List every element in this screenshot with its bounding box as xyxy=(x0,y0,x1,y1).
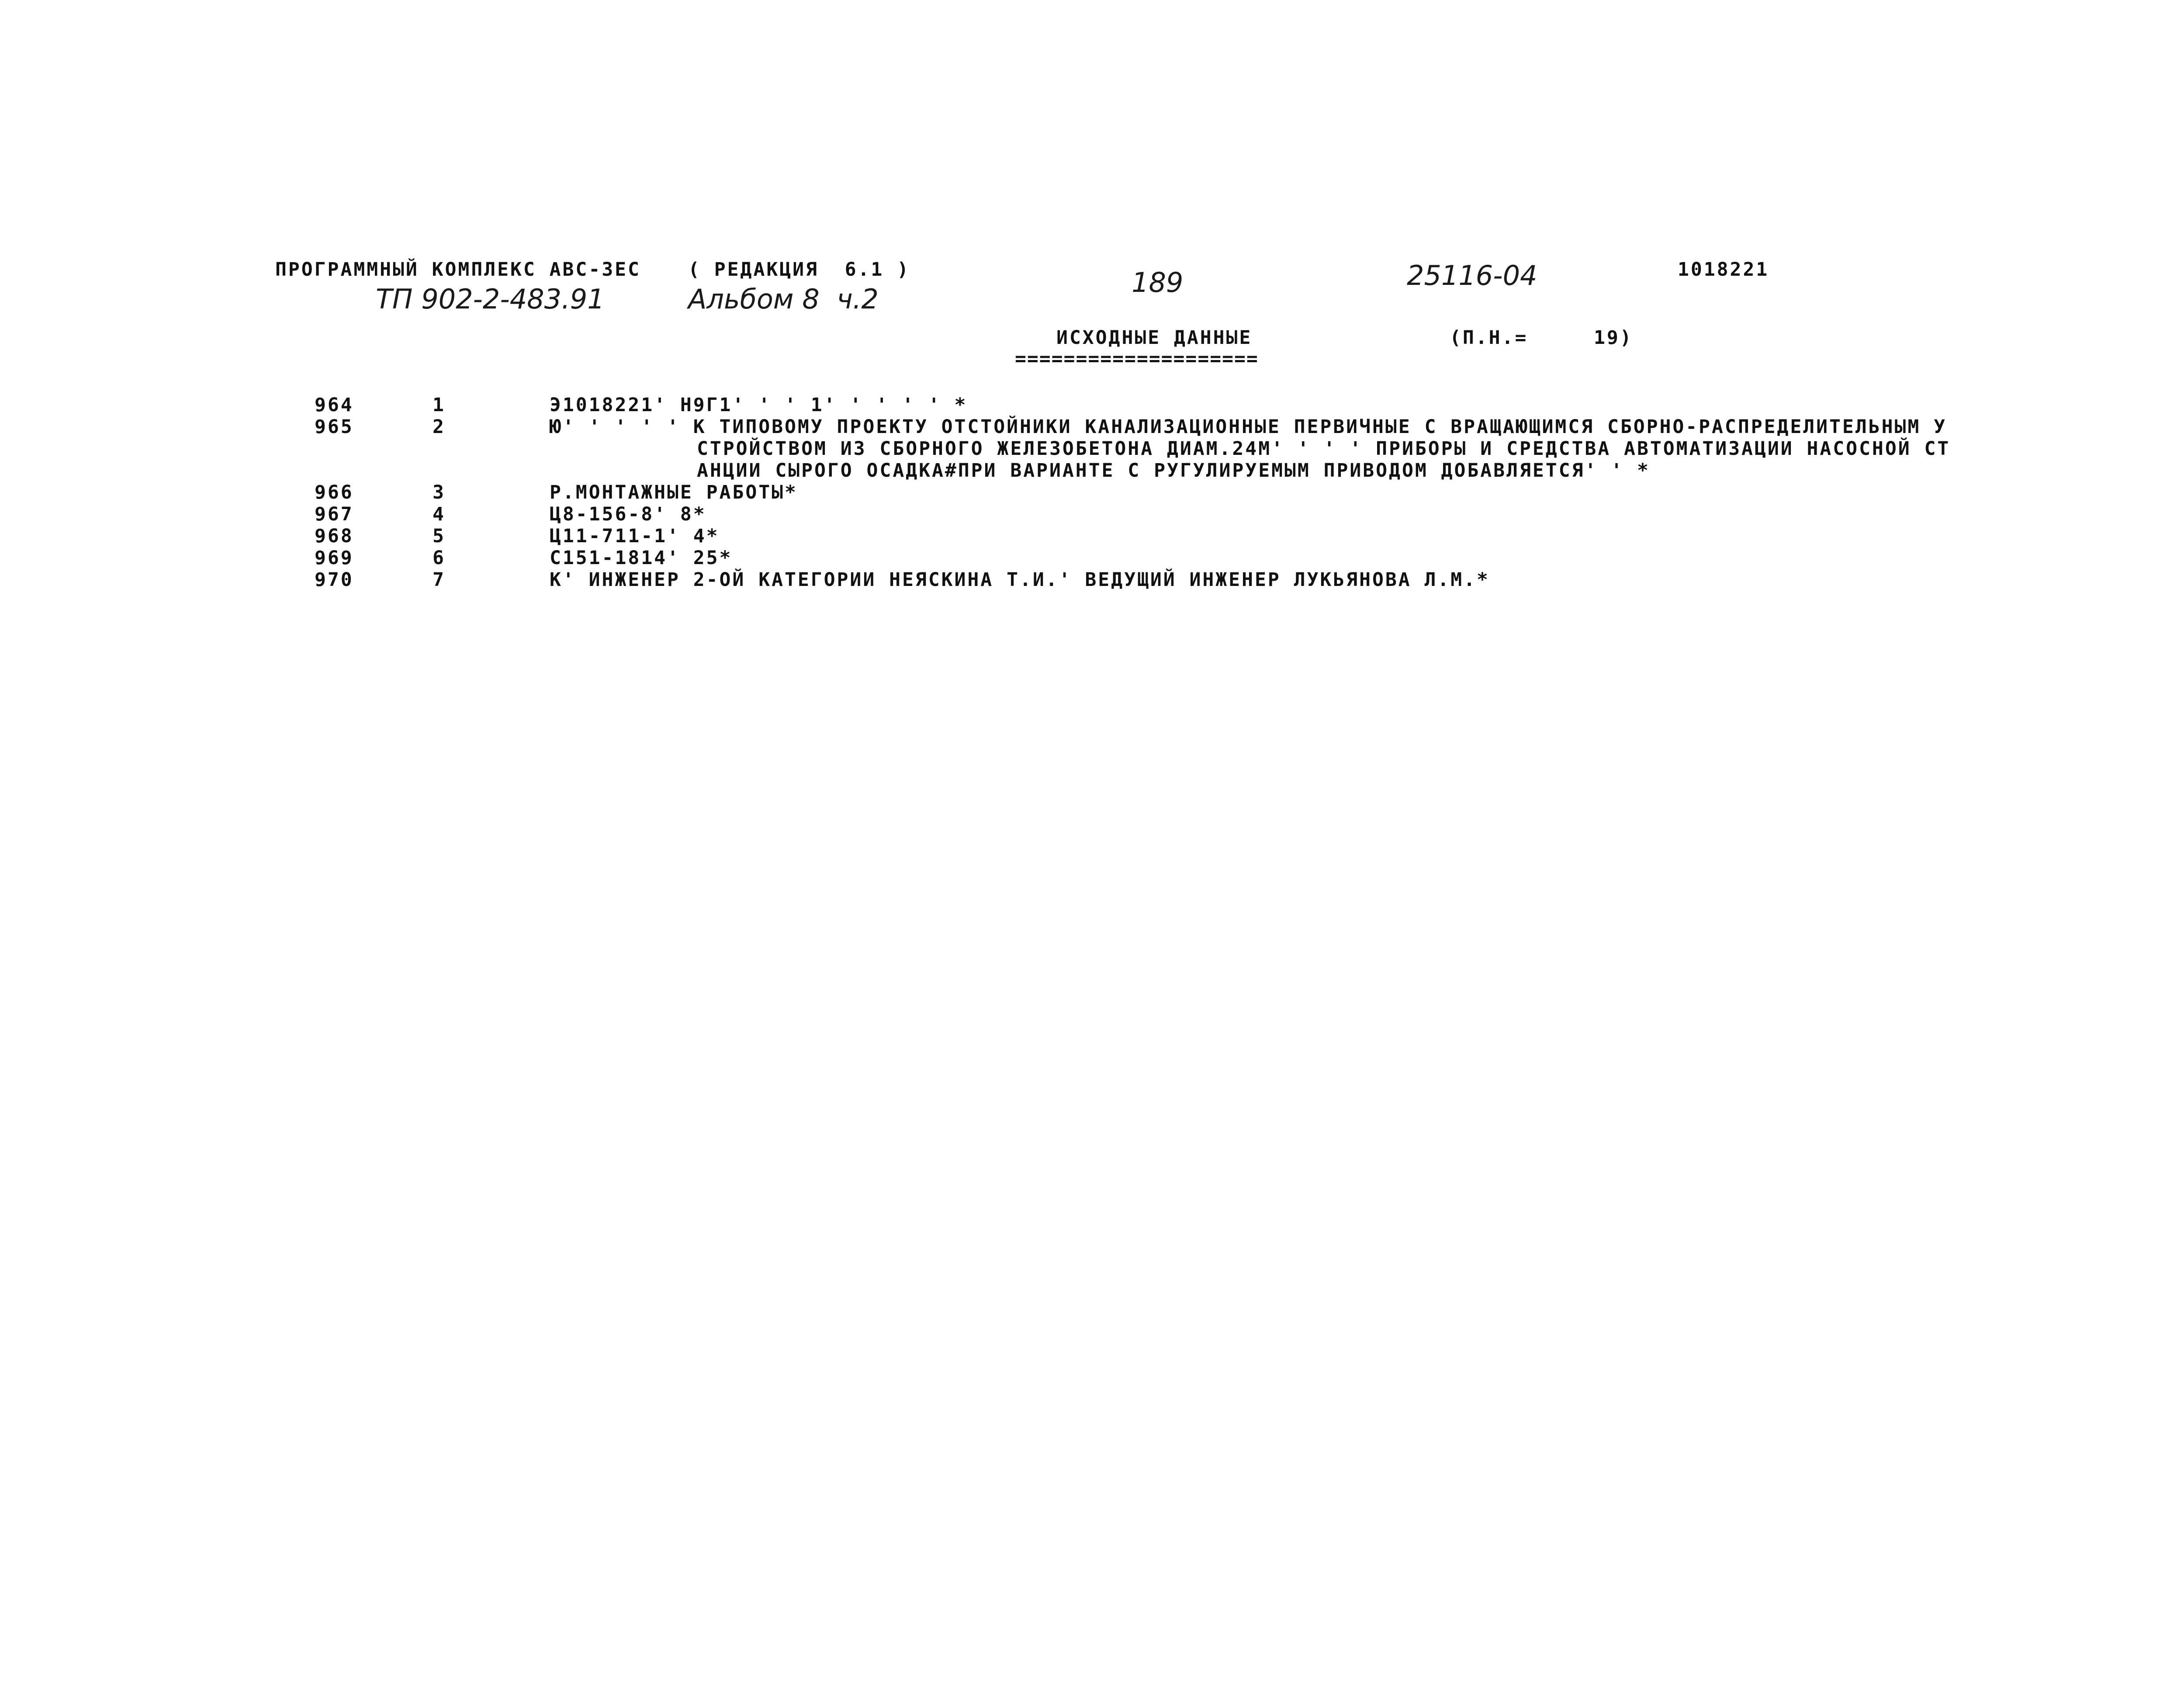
row-line-number: 966 xyxy=(315,482,354,503)
row-text-line: К' ИНЖЕНЕР 2-ОЙ КАТЕГОРИИ НЕЯСКИНА Т.И.' ВЕДУЩИЙ ИНЖЕНЕР ЛУКЬЯНОВА Л.М.* xyxy=(550,569,1490,591)
pn-value: 19) xyxy=(1594,327,1633,349)
handwritten-album: Альбом 8 ч.2 xyxy=(688,283,879,315)
row-line-number: 965 xyxy=(315,416,354,438)
row-index: 4 xyxy=(433,503,446,525)
section-title: ИСХОДНЫЕ ДАННЫЕ xyxy=(1056,327,1253,349)
row-text-line: Р.МОНТАЖНЫЕ РАБОТЫ* xyxy=(550,482,798,503)
row-index: 3 xyxy=(433,482,446,503)
row-text-line: Ц8-156-8' 8* xyxy=(550,503,706,525)
row-text-line: Ц11-711-1' 4* xyxy=(550,525,720,547)
row-line-number: 969 xyxy=(315,547,354,569)
pn-label: (П.Н.= xyxy=(1450,327,1528,349)
row-line-number: 964 xyxy=(315,394,354,416)
edition-label: ( РЕДАКЦИЯ 6.1 ) xyxy=(688,259,910,281)
row-index: 5 xyxy=(433,525,446,547)
row-text-line: СТРОЙСТВОМ ИЗ СБОРНОГО ЖЕЛЕЗОБЕТОНА ДИАМ.24М' ' ' ' ПРИБОРЫ И СРЕДСТВА АВТОМАТИЗАЦИИ НАСОСНОЙ СТ xyxy=(697,438,1951,460)
handwritten-project-number: ТП 902-2-483.91 xyxy=(376,283,605,315)
program-name: ПРОГРАММНЫЙ КОМПЛЕКС АВС-3ЕС xyxy=(275,259,641,281)
row-line-number: 968 xyxy=(315,525,354,547)
handwritten-page-number: 189 xyxy=(1132,267,1184,298)
document-code: 1018221 xyxy=(1678,259,1769,281)
row-line-number: 970 xyxy=(315,569,354,591)
section-underline: ==================== xyxy=(1015,348,1259,370)
row-line-number: 967 xyxy=(315,503,354,525)
row-index: 1 xyxy=(433,394,446,416)
row-text-line: Э1018221' Н9Г1' ' ' 1' ' ' ' ' * xyxy=(550,394,968,416)
row-index: 7 xyxy=(433,569,446,591)
row-text-line: С151-1814' 25* xyxy=(550,547,733,569)
row-index: 6 xyxy=(433,547,446,569)
row-text-line: АНЦИИ СЫРОГО ОСАДКА#ПРИ ВАРИАНТЕ С РУГУЛИРУЕМЫМ ПРИВОДОМ ДОБАВЛЯЕТСЯ' ' * xyxy=(697,460,1650,482)
handwritten-reference: 25116-04 xyxy=(1407,260,1537,291)
row-text-line: Ю' ' ' ' ' К ТИПОВОМУ ПРОЕКТУ ОТСТОЙНИКИ КАНАЛИЗАЦИОННЫЕ ПЕРВИЧНЫЕ С ВРАЩАЮЩИМСЯ СБОРНО-РАСПРЕДЕЛИТЕЛЬНЫМ У xyxy=(550,416,1947,438)
row-index: 2 xyxy=(433,416,446,438)
